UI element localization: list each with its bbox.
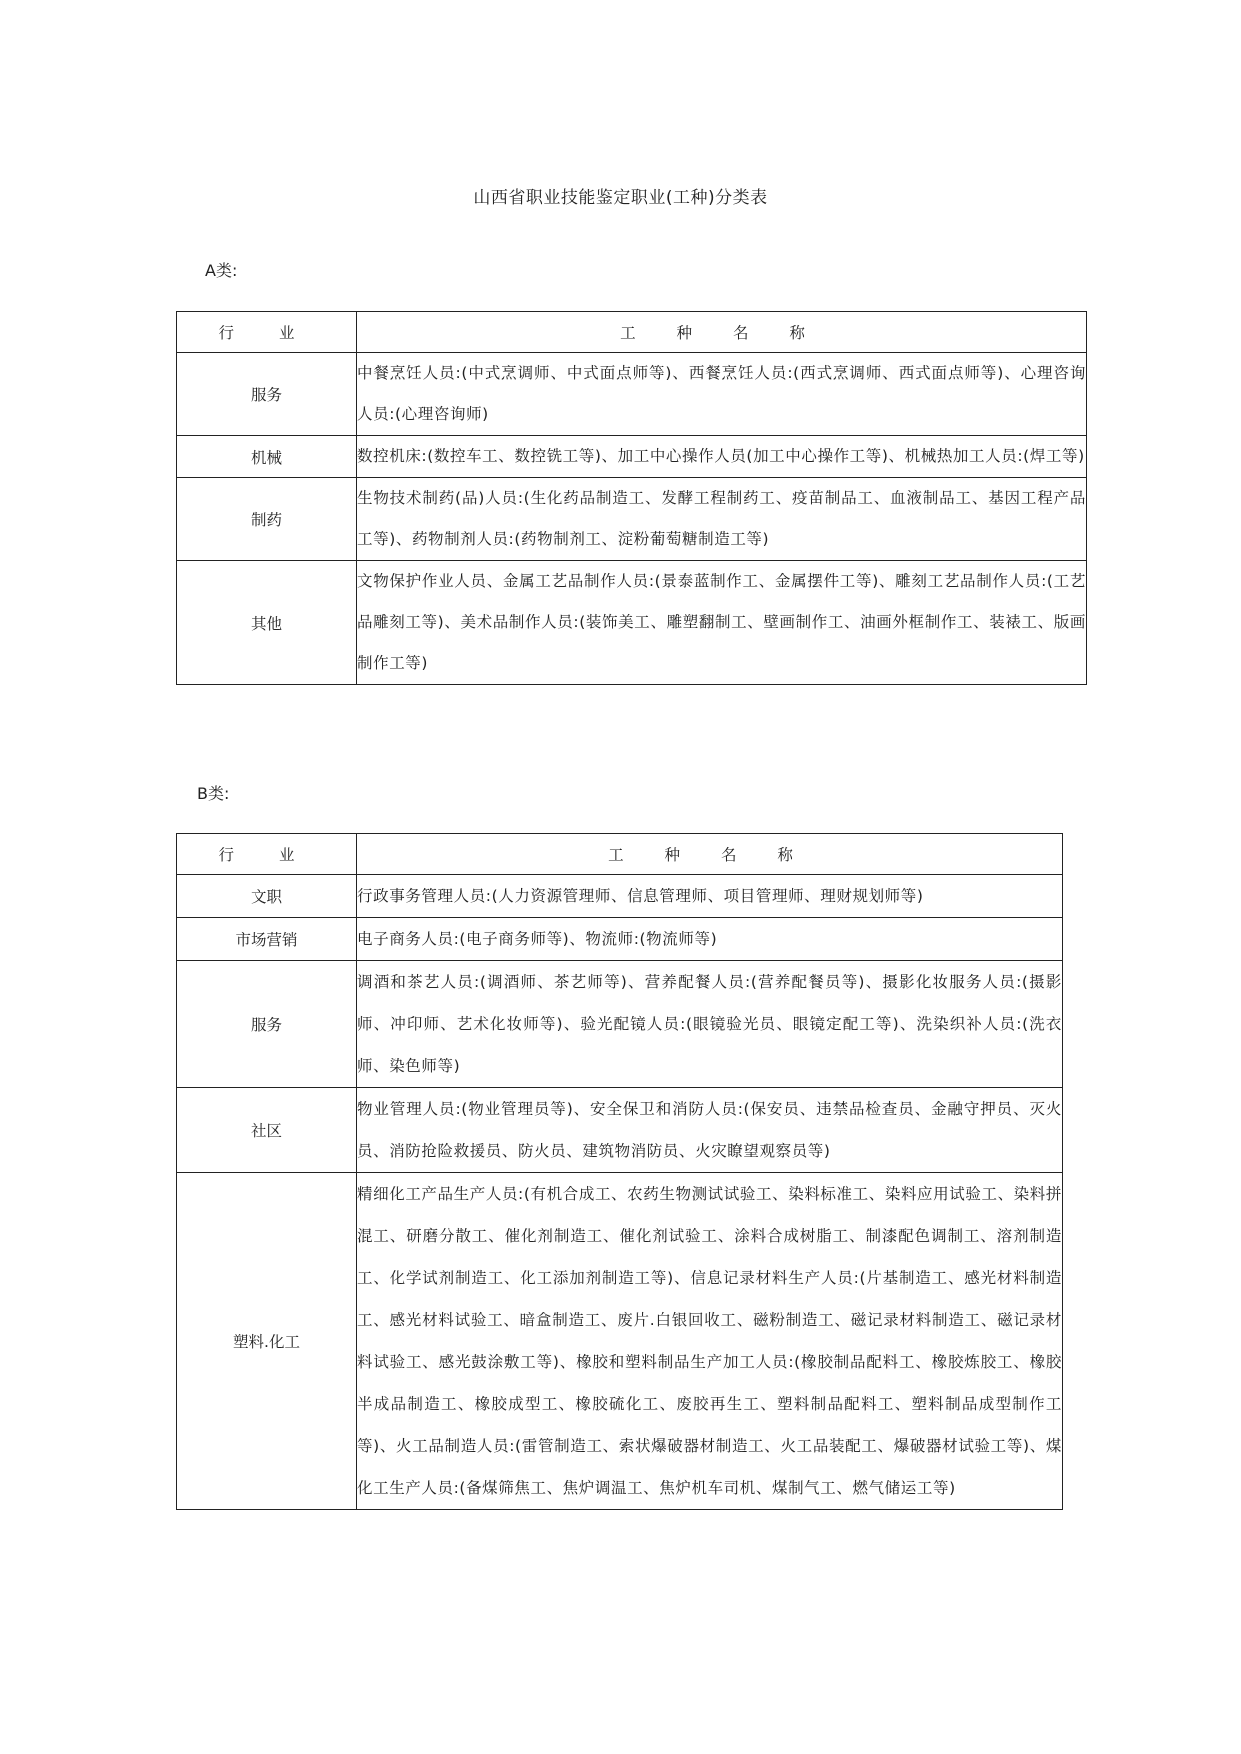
industry-cell: 市场营销 (177, 918, 357, 961)
table-row (177, 436, 1087, 478)
occupations-cell: 生物技术制药(品)人员:(生化药品制造工、发酵工程制药工、疫苗制品工、血液制品工、基因工程产品工等)、药物制剂人员:(药物制剂工、淀粉葡萄糖制造工等) (357, 478, 1087, 561)
table-row (177, 353, 1087, 436)
occupation-table-a (176, 311, 1087, 685)
page-title: 山西省职业技能鉴定职业(工种)分类表 (473, 188, 768, 208)
table-row (177, 961, 1063, 1088)
table-row (177, 875, 1063, 918)
section-a-label: A类: (205, 261, 238, 280)
occupation-table-b (176, 833, 1063, 1510)
table-header-row (177, 834, 1063, 875)
occupations-cell: 数控机床:(数控车工、数控铣工等)、加工中心操作人员(加工中心操作工等)、机械热加工人员:(焊工等) (357, 436, 1087, 478)
header-occupations: 工 种 名 称 (357, 834, 1063, 875)
table-row (177, 918, 1063, 961)
occupations-cell: 行政事务管理人员:(人力资源管理师、信息管理师、项目管理师、理财规划师等) (357, 875, 1063, 918)
header-industry: 行 业 (177, 834, 357, 875)
header-occupations: 工 种 名 称 (357, 312, 1087, 353)
occupations-cell: 精细化工产品生产人员:(有机合成工、农药生物测试试验工、染料标准工、染料应用试验工、染料拼混工、研磨分散工、催化剂制造工、催化剂试验工、涂料合成树脂工、制漆配色调制工、溶剂制造工、化学试剂制造工、化工添加剂制造工等)、信息记录材料生产人员:(片基制造工、感光材料制造工、感光材料试验工、暗盒制造工、废片.白银回收工、磁粉制造工、磁记录材料制造工、磁记录材料试验工、感光鼓涂敷工等)、橡胶和塑料制品生产加工人员:(橡胶制品配料工、橡胶炼胶工、橡胶半成品制造工、橡胶成型工、橡胶硫化工、废胶再生工、塑料制品配料工、塑料制品成型制作工等)、火工品制造人员:(雷管制造工、索状爆破器材制造工、火工品装配工、爆破器材试验工等)、煤化工生产人员:(备煤筛焦工、焦炉调温工、焦炉机车司机、煤制气工、燃气储运工等) (357, 1173, 1063, 1510)
industry-cell: 塑料.化工 (177, 1173, 357, 1510)
occupations-cell: 中餐烹饪人员:(中式烹调师、中式面点师等)、西餐烹饪人员:(西式烹调师、西式面点师等)、心理咨询人员:(心理咨询师) (357, 353, 1087, 436)
occupations-cell: 物业管理人员:(物业管理员等)、安全保卫和消防人员:(保安员、违禁品检查员、金融守押员、灭火员、消防抢险救援员、防火员、建筑物消防员、火灾瞭望观察员等) (357, 1088, 1063, 1173)
table-row (177, 1088, 1063, 1173)
table-row (177, 1173, 1063, 1510)
industry-cell: 文职 (177, 875, 357, 918)
industry-cell: 其他 (177, 561, 357, 685)
table-header-row (177, 312, 1087, 353)
industry-cell: 服务 (177, 353, 357, 436)
table-row (177, 478, 1087, 561)
occupations-cell: 电子商务人员:(电子商务师等)、物流师:(物流师等) (357, 918, 1063, 961)
occupations-cell: 文物保护作业人员、金属工艺品制作人员:(景泰蓝制作工、金属摆件工等)、雕刻工艺品制作人员:(工艺品雕刻工等)、美术品制作人员:(装饰美工、雕塑翻制工、壁画制作工、油画外框制作工、装裱工、版画制作工等) (357, 561, 1087, 685)
industry-cell: 服务 (177, 961, 357, 1088)
occupations-cell: 调酒和茶艺人员:(调酒师、茶艺师等)、营养配餐人员:(营养配餐员等)、摄影化妆服务人员:(摄影师、冲印师、艺术化妆师等)、验光配镜人员:(眼镜验光员、眼镜定配工等)、洗染织补人员:(洗衣师、染色师等) (357, 961, 1063, 1088)
industry-cell: 社区 (177, 1088, 357, 1173)
industry-cell: 制药 (177, 478, 357, 561)
industry-cell: 机械 (177, 436, 357, 478)
header-industry: 行 业 (177, 312, 357, 353)
section-b-label: B类: (197, 784, 230, 803)
table-row (177, 561, 1087, 685)
